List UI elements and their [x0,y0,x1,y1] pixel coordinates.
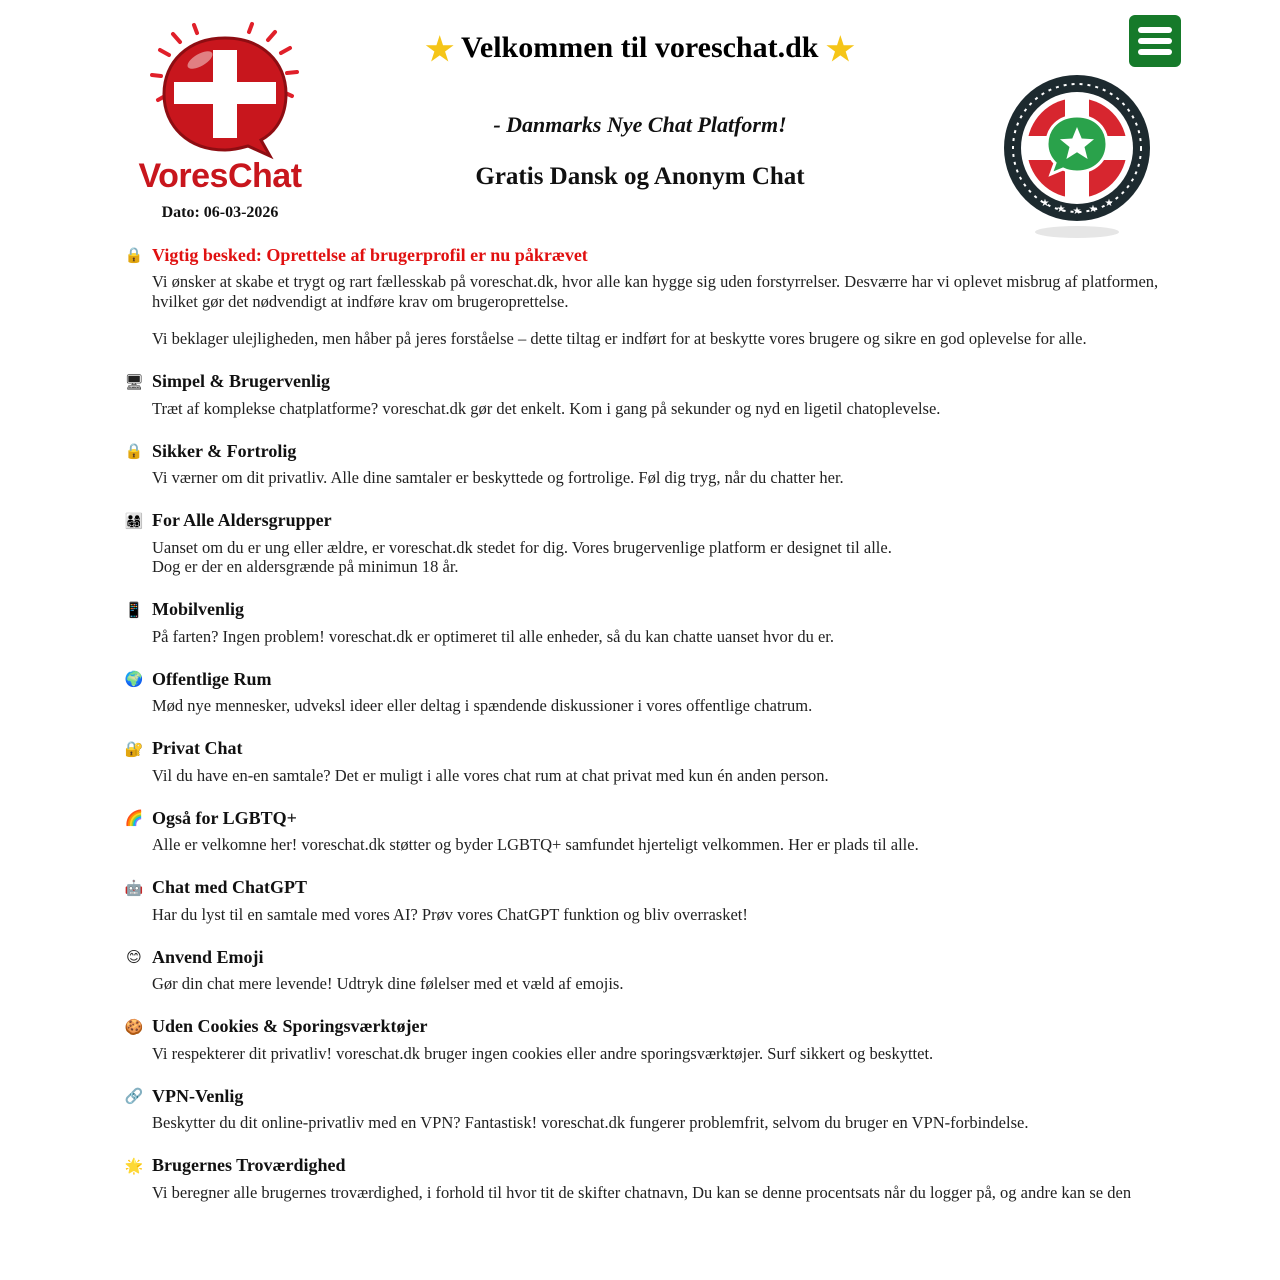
feature-description [152,766,1174,786]
feature-header [124,668,1174,690]
feature-title: Også for LGBTQ+ [152,807,297,828]
feature-paragraph: Vi beklager ulejligheden, men håber på jeres forståelse – dette tiltag er indført for at beskytte vores brugere og sikre en god oplevelse for alle. [152,329,1087,348]
feature-section [124,738,1174,786]
feature-paragraph: Har du lyst til en samtale med vores AI? Prøv vores ChatGPT funktion og bliv overrasket! [152,904,748,924]
feature-header [124,946,1174,968]
feature-header [124,510,1174,532]
feature-description [152,835,1174,855]
feature-paragraph: Træt af komplekse chatplatforme? voreschat.dk gør det enkelt. Kom i gang på sekunder og nyd en ligetil chatoplevelse. [152,398,941,418]
feature-description [152,974,1174,994]
feature-paragraph: Mød nye mennesker, udveksl ideer eller deltag i spændende diskussioner i vores offentlige chatrum. [152,696,813,715]
locked-key-icon: 🔐 [124,739,144,758]
mobile-phone-icon: 📱 [124,600,144,619]
rainbow-icon: 🌈 [124,809,144,827]
feature-header [124,1155,1174,1177]
feature-paragraph: Beskytter du dit online-privatliv med en VPN? Fantastisk! voreschat.dk fungerer problemfrit, selvom du bruger en VPN-forbindelse. [152,1113,1029,1132]
svg-text:★: ★ [1040,198,1050,209]
feature-title: For Alle Aldersgrupper [152,510,332,530]
feature-section [124,510,1174,577]
feature-section [124,946,1174,994]
svg-text:★: ★ [1104,198,1114,209]
feature-header [124,440,1174,462]
feature-paragraph: Vi ønsker at skabe et trygt og rart fællesskab på voreschat.dk, hvor alle kan hygge sig uden forstyrrelser. Desværre har vi oplevet misbrug af platformen, hvilket gør det nødvendigt at indføre krav om brugeroprettelse. [152,272,1159,311]
svg-text:★: ★ [1072,206,1082,217]
feature-header [124,1016,1174,1038]
feature-header [124,371,1174,393]
globe-icon: 🌍 [124,670,144,688]
feature-description [152,905,1174,925]
feature-header [124,244,1174,266]
feature-paragraph: På farten? Ingen problem! voreschat.dk er optimeret til alle enheder, så du kan chatte uanset hvor du er. [152,626,834,646]
feature-title: Anvend Emoji [152,946,264,967]
feature-section [124,1085,1174,1133]
feature-section [124,371,1174,419]
robot-icon: 🤖 [124,878,144,897]
feature-paragraph: Vil du have en-en samtale? Det er muligt i alle vores chat rum at chat privat med kun én anden person. [152,765,829,785]
feature-title: Uden Cookies & Sporingsværktøjer [152,1016,428,1036]
svg-text:★: ★ [1088,204,1098,215]
page-header [0,0,1280,240]
feature-header [124,599,1174,621]
feature-section [124,440,1174,488]
feature-title: Offentlige Rum [152,668,272,689]
feature-description [152,627,1174,647]
feature-section [124,807,1174,855]
feature-description [152,538,1174,577]
feature-description [152,1044,1174,1064]
feature-section [124,668,1174,716]
star-icon: ★ [425,31,454,67]
feature-description [152,272,1174,349]
feature-header [124,807,1174,829]
feature-title: Chat med ChatGPT [152,877,308,897]
feature-title: Mobilvenlig [152,599,245,619]
star-badge-icon [1001,72,1153,242]
feature-title: VPN-Venlig [152,1085,244,1106]
subtitle: Gratis Dansk og Anonym Chat [475,163,805,190]
feature-description [152,1113,1174,1133]
tagline: - Danmarks Nye Chat Platform! [493,112,787,137]
feature-section [124,244,1174,349]
feature-section [124,877,1174,925]
feature-description [152,696,1174,716]
hamburger-menu-button[interactable] [1129,15,1181,67]
feature-description [152,1183,1174,1203]
feature-paragraph: Uanset om du er ung eller ældre, er voreschat.dk stedet for dig. Vores brugervenlige platform er designet til alle. Dog er der en aldersgrænde på minimun 18 år. [152,537,892,576]
trust-badge [1001,72,1153,242]
page-title-text: Velkommen til voreschat.dk [460,31,819,64]
logo-wordmark: VoresChat [138,157,302,195]
feature-header [124,877,1174,899]
lock-icon: 🔒 [124,442,144,460]
feature-description [152,468,1174,488]
important-notice-title: Vigtig besked: Oprettelse af brugerprofil er nu påkrævet [152,244,588,265]
feature-section [124,599,1174,647]
feature-header [124,1085,1174,1107]
smiley-icon: 😊 [126,948,142,966]
feature-header [124,738,1174,760]
feature-paragraph: Alle er velkomne her! voreschat.dk støtter og byder LGBTQ+ samfundet hjerteligt velkommen. Her er plads til alle. [152,835,919,854]
feature-description [152,399,1174,419]
feature-title: Simpel & Brugervenlig [152,371,330,391]
feature-title: Brugernes Troværdighed [152,1155,346,1175]
feature-section [124,1016,1174,1064]
feature-title: Sikker & Fortrolig [152,440,297,461]
feature-title: Privat Chat [152,738,243,758]
star-icon: ★ [825,31,855,67]
svg-text:★: ★ [1056,204,1066,215]
page-title [0,30,1280,68]
date-label: Dato: 06-03-2026 [161,204,279,221]
lock-icon: 🔒 [124,246,144,264]
star-icon: 🌟 [124,1156,144,1175]
family-icon: 👨‍👩‍👧‍👦 [124,511,144,530]
feature-paragraph: Vi værner om dit privatliv. Alle dine samtaler er beskyttede og fortrolige. Føl dig tryg, når du chatter her. [152,468,844,487]
feature-list [124,244,1174,1224]
feature-paragraph: Vi beregner alle brugernes troværdighed, i forhold til hvor tit de skifter chatnavn, Du kan se denne procentsats når du logger på, og andre kan se den [152,1182,1132,1202]
feature-section [124,1155,1174,1203]
monitor-icon: 🖥 [124,372,144,391]
feature-paragraph: Gør din chat mere levende! Udtryk dine følelser med et væld af emojis. [152,974,624,993]
link-icon: 🔗 [124,1087,144,1105]
feature-paragraph: Vi respekterer dit privatliv! voreschat.dk bruger ingen cookies eller andre sporingsværktøjer. Surf sikkert og beskyttet. [152,1043,934,1063]
cookie-icon: 🍪 [124,1017,144,1036]
